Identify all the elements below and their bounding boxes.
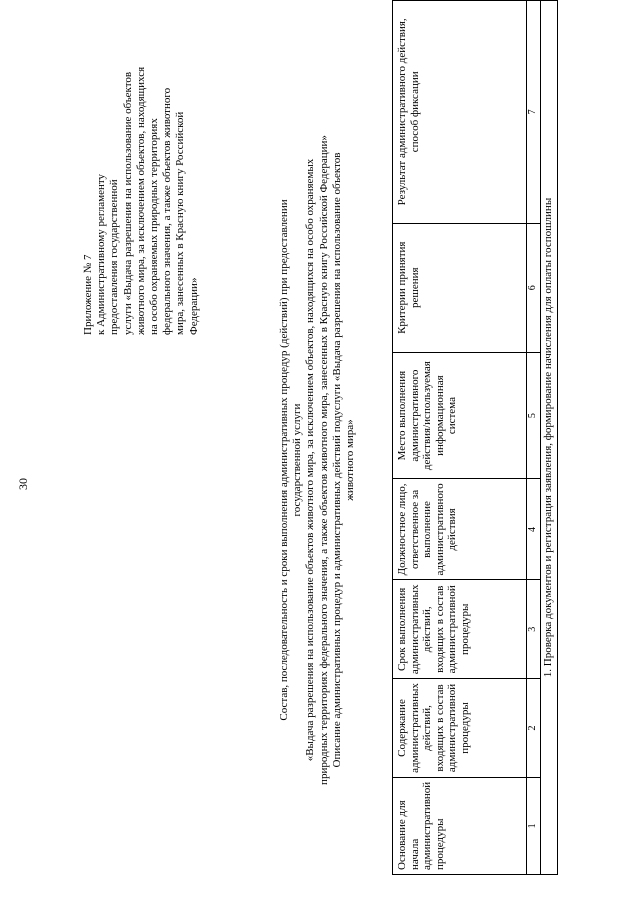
heading-line: Описание административных процедур и административных действий подуслуги «Выдача разрешения на использование объектов bbox=[330, 152, 343, 768]
appendix-note bbox=[82, 30, 201, 335]
header-cell-result: Результат административного действия, способ фиксации bbox=[393, 1, 527, 224]
appendix-line: услуги «Выдача разрешения на использование объектов bbox=[121, 71, 134, 335]
column-number: 7 bbox=[527, 1, 541, 224]
appendix-line: животного мира, за исключением объектов, находящихся bbox=[134, 66, 147, 335]
section-title: 1. Проверка документов и регистрация заявления, формирование начисления для оплаты госпошлины bbox=[540, 1, 557, 875]
document-heading bbox=[278, 100, 357, 820]
column-number-row bbox=[527, 1, 541, 875]
table-header-row bbox=[393, 1, 527, 875]
heading-line: государственной услуги bbox=[291, 403, 304, 517]
column-number: 3 bbox=[527, 580, 541, 679]
heading-line: природных территориях федерального значения, а также объектов животного мира, занесенных в Красную книгу Российской Федерации» bbox=[317, 135, 330, 785]
appendix-line: к Административному регламенту bbox=[95, 173, 108, 335]
appendix-line: на особо охраняемых природных территориях bbox=[148, 118, 161, 335]
header-cell-responsible: Должностное лицо, ответственное за выполнение административного действия bbox=[393, 479, 527, 580]
heading-line: животного мира» bbox=[344, 419, 357, 501]
heading-line: Состав, последовательность и сроки выполнения административных процедур (действий) при предоставлении bbox=[278, 199, 290, 721]
header-cell-basis: Основание для начала административной процедуры bbox=[393, 777, 527, 874]
header-cell-content: Содержание административных действий, входящих в состав административной процедуры bbox=[393, 679, 527, 778]
header-cell-deadline: Срок выполнения административных действий, входящих в состав административной процедуры bbox=[393, 580, 527, 679]
column-number: 1 bbox=[527, 777, 541, 874]
column-number: 4 bbox=[527, 479, 541, 580]
header-cell-place: Место выполнения административного действия/используемая информационная система bbox=[393, 352, 527, 479]
appendix-line: Федерации» bbox=[187, 277, 200, 335]
appendix-line: мира, занесенных в Красную книгу Российской bbox=[174, 111, 187, 335]
appendix-line: федерального значения, а также объектов животного bbox=[161, 87, 174, 335]
column-number: 5 bbox=[527, 352, 541, 479]
appendix-line: Приложение № 7 bbox=[82, 254, 94, 335]
procedures-table bbox=[392, 0, 558, 875]
appendix-line: предоставления государственной bbox=[108, 179, 121, 335]
header-cell-criteria: Критерии принятия решения bbox=[393, 223, 527, 352]
heading-line: «Выдача разрешения на использование объектов животного мира, за исключением объектов, находящихся на особо охраняемых bbox=[304, 158, 317, 762]
section-row bbox=[540, 1, 557, 875]
page-number: 30 bbox=[16, 478, 30, 490]
column-number: 6 bbox=[527, 223, 541, 352]
column-number: 2 bbox=[527, 679, 541, 778]
